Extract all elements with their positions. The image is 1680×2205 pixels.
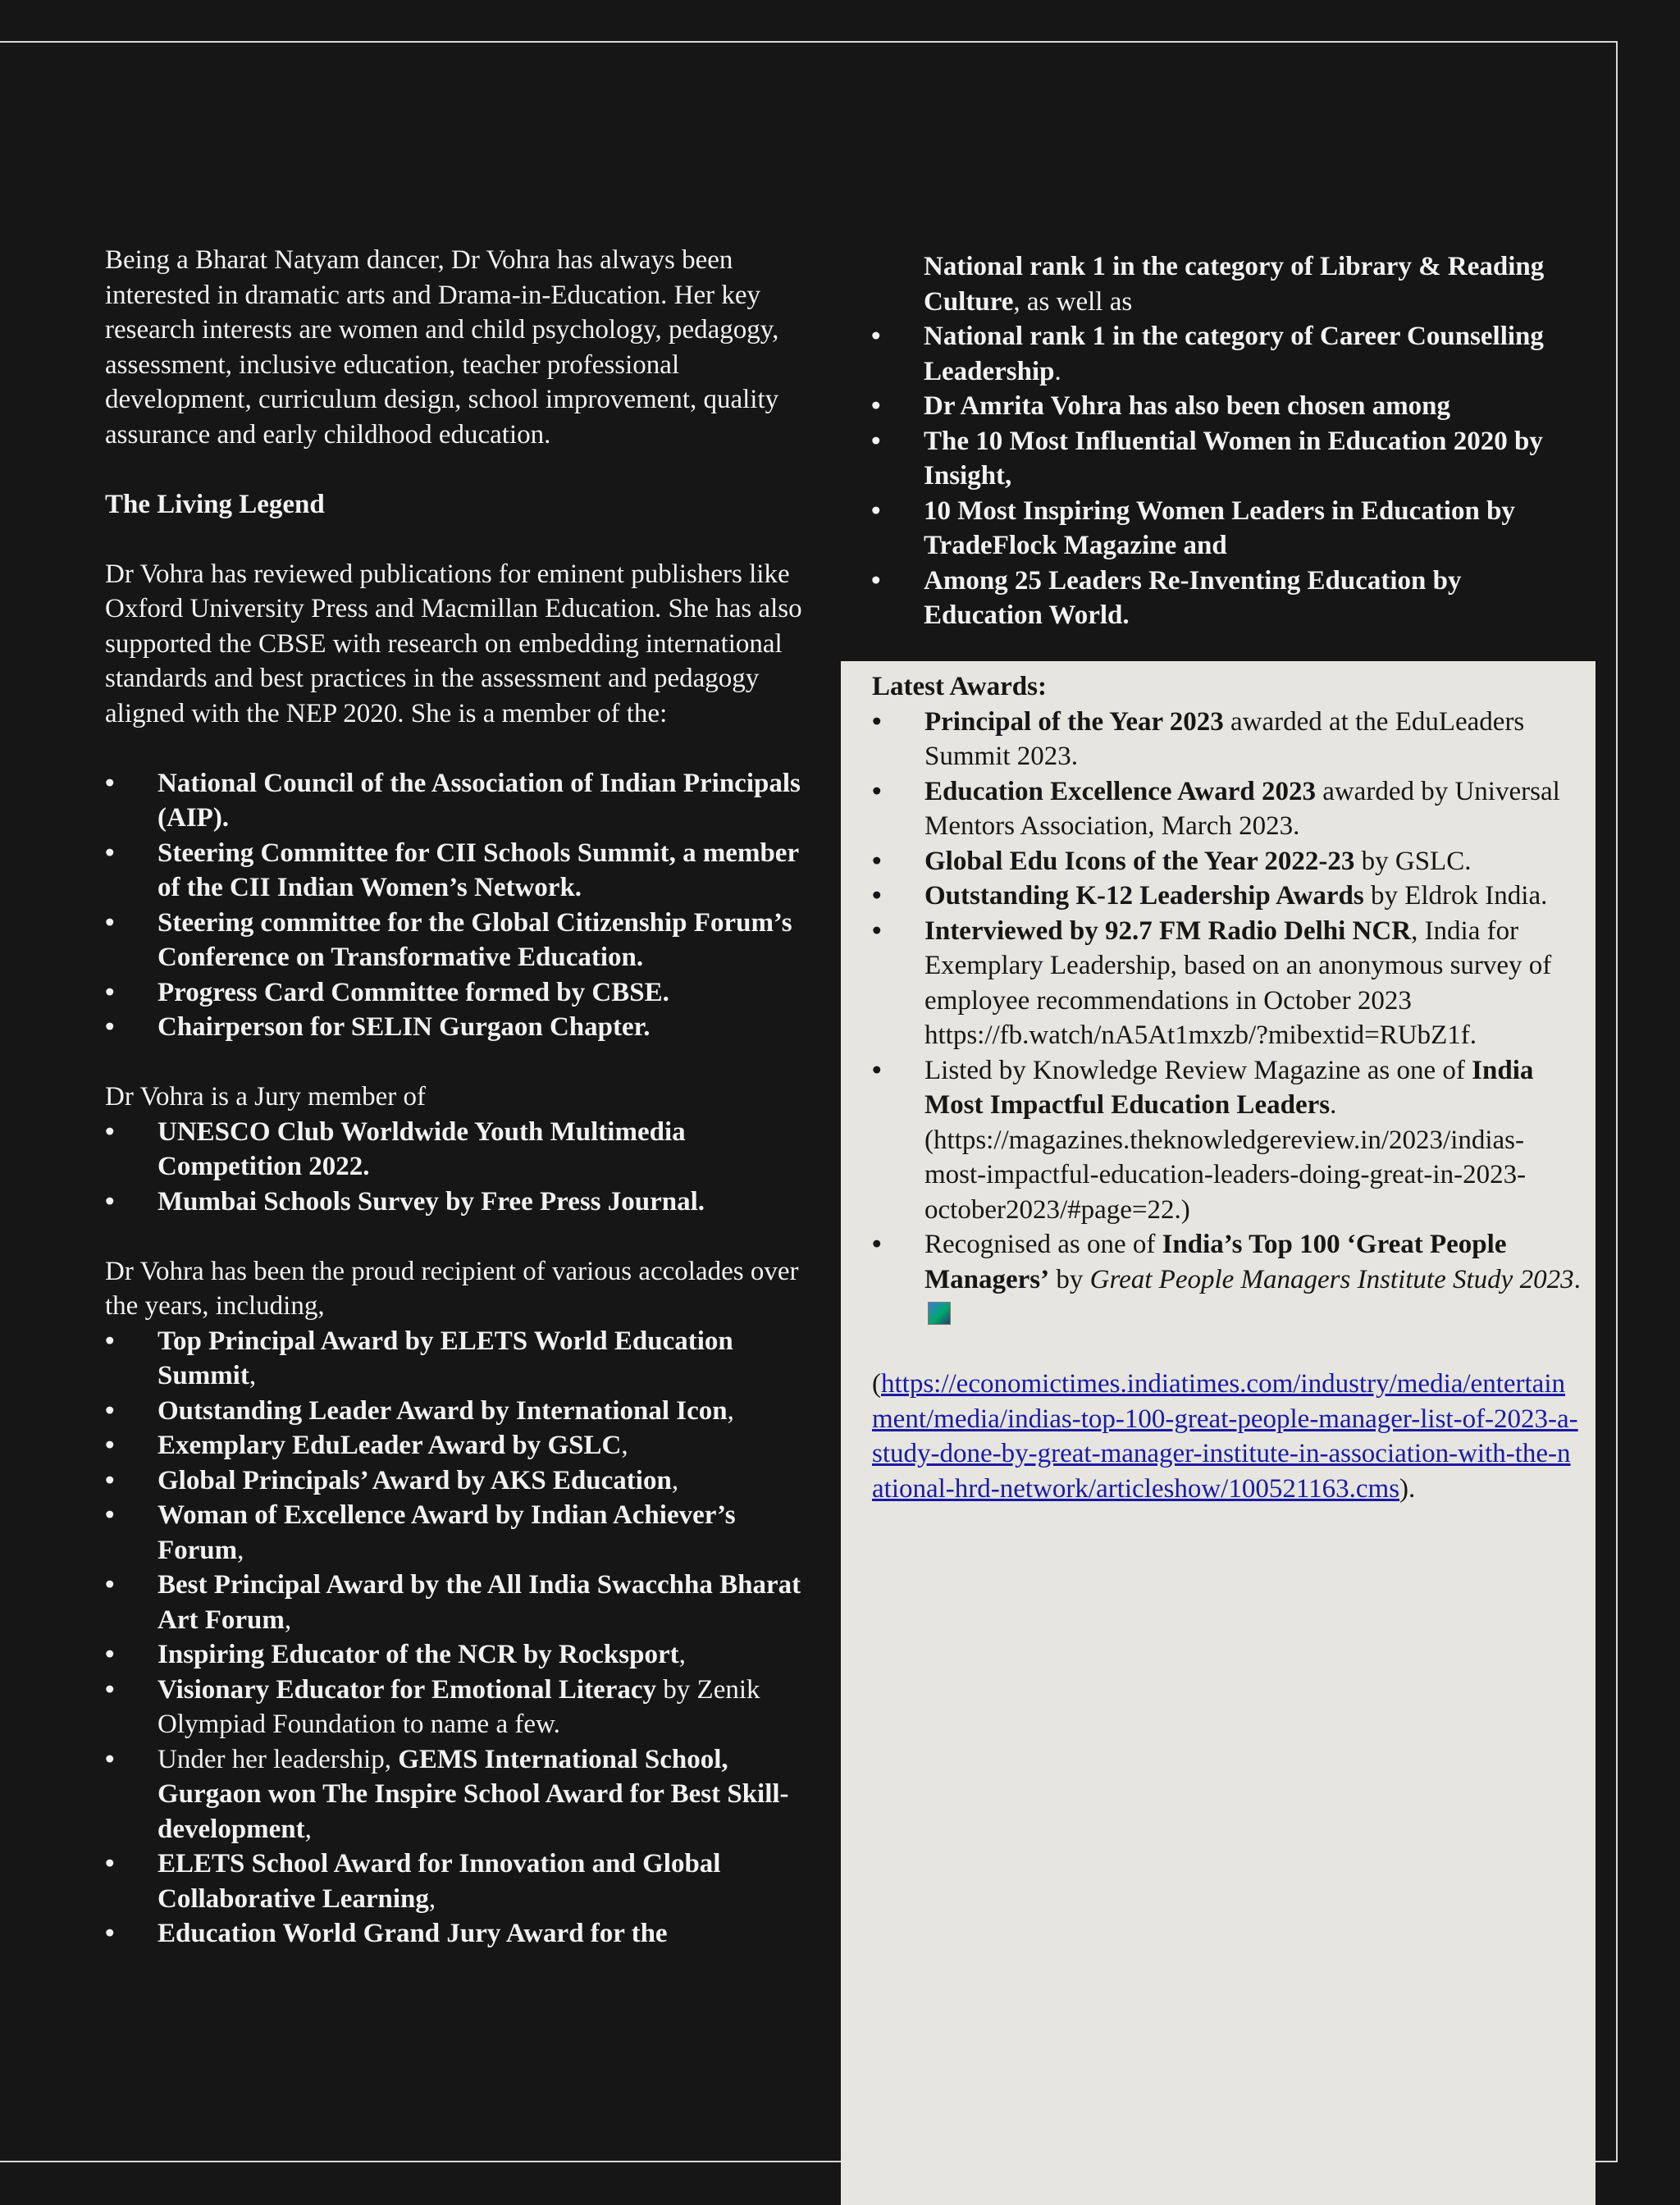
list-item: • Woman of Excellence Award by Indian Achiever’s Forum,	[105, 1498, 819, 1568]
jury-intro: Dr Vohra is a Jury member of	[105, 1082, 427, 1112]
list-item: • Progress Card Committee formed by CBSE.	[105, 975, 819, 1011]
list-item: • Education World Grand Jury Award for the	[105, 1916, 819, 1952]
jury-list	[105, 1115, 819, 1220]
list-item: • Visionary Educator for Emotional Literacy by Zenik Olympiad Foundation to name a few.	[105, 1673, 819, 1742]
image-icon	[928, 1302, 951, 1325]
list-item: • Global Edu Icons of the Year 2022-23 by GSLC.	[872, 844, 1582, 879]
accolades-intro: Dr Vohra has been the proud recipient of various accolades over the years, including,	[105, 1256, 799, 1321]
list-item: • Principal of the Year 2023 awarded at the EduLeaders Summit 2023.	[872, 705, 1582, 774]
list-item: • ELETS School Award for Innovation and Global Collaborative Learning,	[105, 1847, 819, 1916]
list-item: • Chairperson for SELIN Gurgaon Chapter.	[105, 1010, 819, 1045]
list-item: • Education Excellence Award 2023 awarded by Universal Mentors Association, March 2023.	[872, 774, 1582, 844]
frame-right-rule	[1616, 41, 1618, 2162]
list-item: • Mumbai Schools Survey by Free Press Journal.	[105, 1185, 819, 1220]
intro-paragraph: Being a Bharat Natyam dancer, Dr Vohra has always been interested in dramatic arts and Drama-in-Education. Her key research interests are women and child psychology, pedagogy, assessment, inclusive education, teacher professional development, curriculum design, school improvement, quality assurance and early childhood education.	[105, 245, 779, 450]
left-column	[105, 243, 819, 1952]
list-item: • Interviewed by 92.7 FM Radio Delhi NCR, India for Exemplary Leadership, based on an anonymous survey of employee recommendations in October 2023 https://fb.watch/nA5At1mxzb/?mibextid=RUbZ1f.	[872, 914, 1582, 1053]
list-item: • Listed by Knowledge Review Magazine as one of India Most Impactful Education Leaders. (https://magazines.theknowledgereview.in/2023/indias-most-impactful-education-leaders-doing-great-in-2023-october2023/#page=22.)	[872, 1053, 1582, 1228]
reviewed-paragraph: Dr Vohra has reviewed publications for eminent publishers like Oxford University Press and Macmillan Education. She has also supported the CBSE with research on embedding international standards and best practices in the assessment and pedagogy aligned with the NEP 2020. She is a member of the:	[105, 559, 802, 728]
section-heading: The Living Legend	[105, 489, 325, 519]
continued-item: National rank 1 in the category of Library & Reading Culture, as well as	[924, 252, 1545, 317]
frame-top-rule	[0, 41, 1618, 43]
list-item: • National Council of the Association of Indian Principals (AIP).	[105, 766, 819, 836]
list-item: • Exemplary EduLeader Award by GSLC,	[105, 1428, 819, 1463]
panel-title: Latest Awards:	[872, 672, 1047, 701]
list-item: • The 10 Most Influential Women in Education 2020 by Insight,	[871, 424, 1577, 494]
right-column-top	[871, 249, 1577, 633]
list-item: • Recognised as one of India’s Top 100 ‘Great People Managers’ by Great People Managers Institute Study 2023.	[872, 1227, 1582, 1332]
list-item: • Steering Committee for CII Schools Summit, a member of the CII Indian Women’s Network.	[105, 836, 819, 906]
list-item: • Inspiring Educator of the NCR by Rocksport,	[105, 1637, 819, 1673]
list-item: • Under her leadership, GEMS International School, Gurgaon won The Inspire School Award for Best Skill-development,	[105, 1742, 819, 1847]
list-item: • Global Principals’ Award by AKS Education,	[105, 1463, 819, 1499]
rankings-list	[871, 319, 1577, 633]
accolades-list	[105, 1324, 819, 1952]
latest-awards-panel	[841, 661, 1596, 2205]
memberships-list	[105, 766, 819, 1045]
list-item: • 10 Most Inspiring Women Leaders in Education by TradeFlock Magazine and	[871, 494, 1577, 564]
list-item: • National rank 1 in the category of Career Counselling Leadership.	[871, 319, 1577, 389]
list-item: • Outstanding K-12 Leadership Awards by Eldrok India.	[872, 879, 1582, 914]
list-item: • Outstanding Leader Award by International Icon,	[105, 1394, 819, 1429]
list-item: • Among 25 Leaders Re-Inventing Education by Education World.	[871, 564, 1577, 633]
awards-list	[872, 705, 1582, 1332]
article-link-paragraph: (https://economictimes.indiatimes.com/industry/media/entertainment/media/indias-top-100-great-people-manager-list-of-2023-a-study-done-by-great-manager-institute-in-association-with-the-national-hrd-network/articleshow/100521163.cms).	[872, 1369, 1578, 1504]
list-item: • Dr Amrita Vohra has also been chosen among	[871, 389, 1577, 424]
list-item: • Steering committee for the Global Citizenship Forum’s Conference on Transformative Education.	[105, 906, 819, 975]
list-item: • Top Principal Award by ELETS World Education Summit,	[105, 1324, 819, 1394]
economictimes-link[interactable]: https://economictimes.indiatimes.com/industry/media/entertainment/media/indias-top-100-great-people-manager-list-of-2023-a-study-done-by-great-manager-institute-in-association-with-the-national-hrd-network/articleshow/100521163.cms	[872, 1369, 1578, 1504]
list-item: • UNESCO Club Worldwide Youth Multimedia Competition 2022.	[105, 1115, 819, 1185]
list-item: • Best Principal Award by the All India Swacchha Bharat Art Forum,	[105, 1568, 819, 1637]
